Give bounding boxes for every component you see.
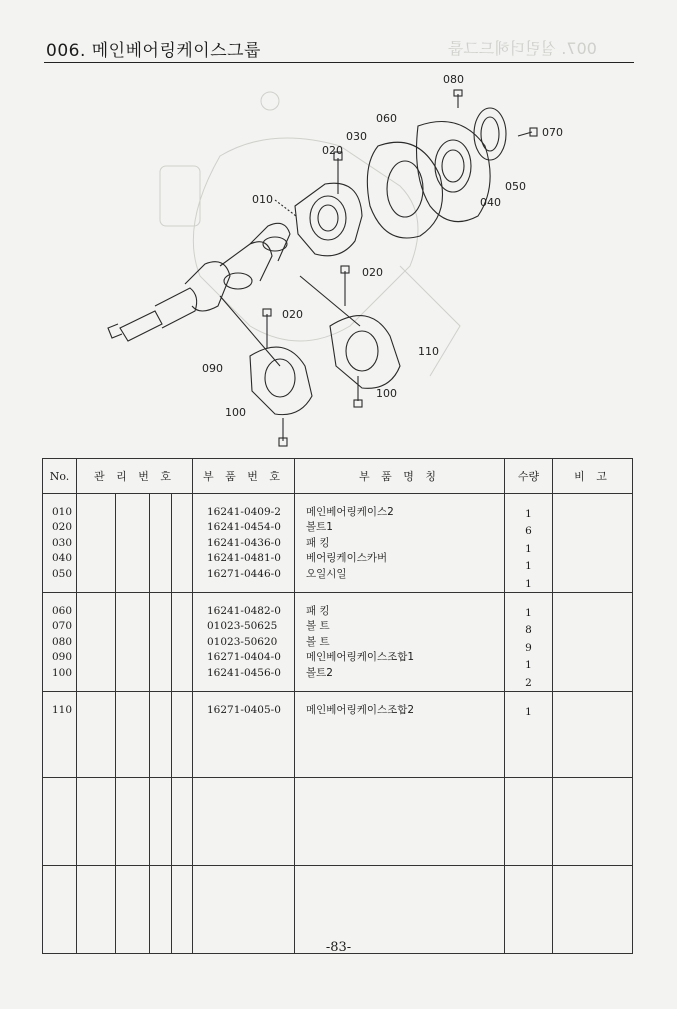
part-name: 메인베어링케이스조합2 [306,703,415,716]
part-name: 볼 트 [306,620,330,633]
remarks-cell [553,592,633,691]
part-number: 16241-0481-0 [207,552,281,565]
bleed-through-title: 007. 실린더헤드그룹 [448,39,597,58]
item-no: 070 [52,620,73,633]
part-number: 01023-50620 [207,635,278,648]
callout-100-left: 100 [225,406,246,419]
header-part-name: 부 품 명 칭 [295,459,505,494]
callout-040: 040 [480,196,501,209]
quantity: 1 [525,560,532,573]
page-title: 006. 메인베어링케이스그룹 [46,41,261,61]
part-name: 볼 트 [306,635,330,648]
part-number: 16271-0404-0 [207,651,281,664]
quantity: 8 [525,624,532,637]
callout-080: 080 [443,73,464,86]
management-no-cell [77,777,193,865]
part-no-cell [193,691,295,777]
part-name: 볼트2 [306,666,333,679]
header-part-no: 부 품 번 호 [193,459,295,494]
table-header-row [43,459,633,494]
part-name: 메인베어링케이스조합1 [306,651,415,664]
item-no: 100 [52,666,73,679]
no-cell [43,592,77,691]
part-number: 01023-50625 [207,620,278,633]
callout-labels [202,73,563,419]
part-name-cell [295,494,505,593]
quantity: 1 [525,606,532,619]
callout-020-mid: 020 [362,266,383,279]
page-number: -83- [325,940,352,955]
qty-cell [505,494,553,593]
part-no-cell [193,592,295,691]
part-number: 16241-0409-2 [207,506,281,518]
callout-050: 050 [505,180,526,193]
callout-110: 110 [418,345,439,358]
table-row-group [43,494,633,593]
callout-020-top: 020 [322,144,343,157]
header-rule [44,62,634,63]
item-no: 030 [52,536,73,549]
part-name: 볼트1 [306,521,333,534]
callout-070: 070 [542,126,563,139]
qty-cell [505,691,553,777]
item-no: 080 [52,635,73,648]
callout-010: 010 [252,193,273,206]
part-name-cell [295,592,505,691]
callout-020-left: 020 [282,308,303,321]
parts-table [42,458,633,954]
part-no-cell [193,494,295,593]
callout-090: 090 [202,362,223,375]
item-no: 110 [52,703,73,716]
table-row-group [43,592,633,691]
header-remarks: 비 고 [553,459,633,494]
header-management-no: 관 리 번 호 [77,459,193,494]
management-no-cell [77,691,193,777]
diagram-svg [100,66,640,456]
remarks-cell [553,494,633,593]
quantity: 1 [525,659,532,672]
quantity: 1 [525,705,532,718]
item-no: 050 [52,567,73,580]
part-number: 16271-0405-0 [207,703,281,716]
qty-cell [505,592,553,691]
header-qty: 수량 [505,459,553,494]
part-name: 메인베어링케이스2 [306,506,394,518]
part-number: 16241-0482-0 [207,604,281,617]
table-row-group-empty [43,777,633,865]
item-no: 090 [52,651,73,664]
part-name: 베어링케이스카버 [306,552,388,565]
callout-030: 030 [346,130,367,143]
quantity: 1 [525,577,532,590]
header-no: No. [43,459,77,494]
part-name: 패 킹 [306,604,330,617]
no-cell [43,494,77,593]
management-no-cell [77,592,193,691]
part-number: 16241-0456-0 [207,666,281,679]
quantity: 6 [525,525,532,538]
item-no: 060 [52,604,73,617]
quantity: 9 [525,641,532,654]
callout-100-right: 100 [376,387,397,400]
exploded-parts-diagram [100,66,640,456]
quantity: 1 [525,508,532,520]
quantity: 2 [525,676,532,689]
quantity: 1 [525,542,532,555]
part-number: 16241-0454-0 [207,521,281,534]
part-number: 16271-0446-0 [207,567,281,580]
no-cell [43,691,77,777]
callout-060: 060 [376,112,397,125]
management-no-cell [77,494,193,593]
remarks-cell [553,691,633,777]
part-name-cell [295,691,505,777]
part-number: 16241-0436-0 [207,536,281,549]
part-name: 오일시일 [306,567,347,580]
table-row-group [43,691,633,777]
item-no: 020 [52,521,73,534]
item-no: 010 [52,506,73,518]
part-name: 패 킹 [306,536,330,549]
item-no: 040 [52,552,73,565]
